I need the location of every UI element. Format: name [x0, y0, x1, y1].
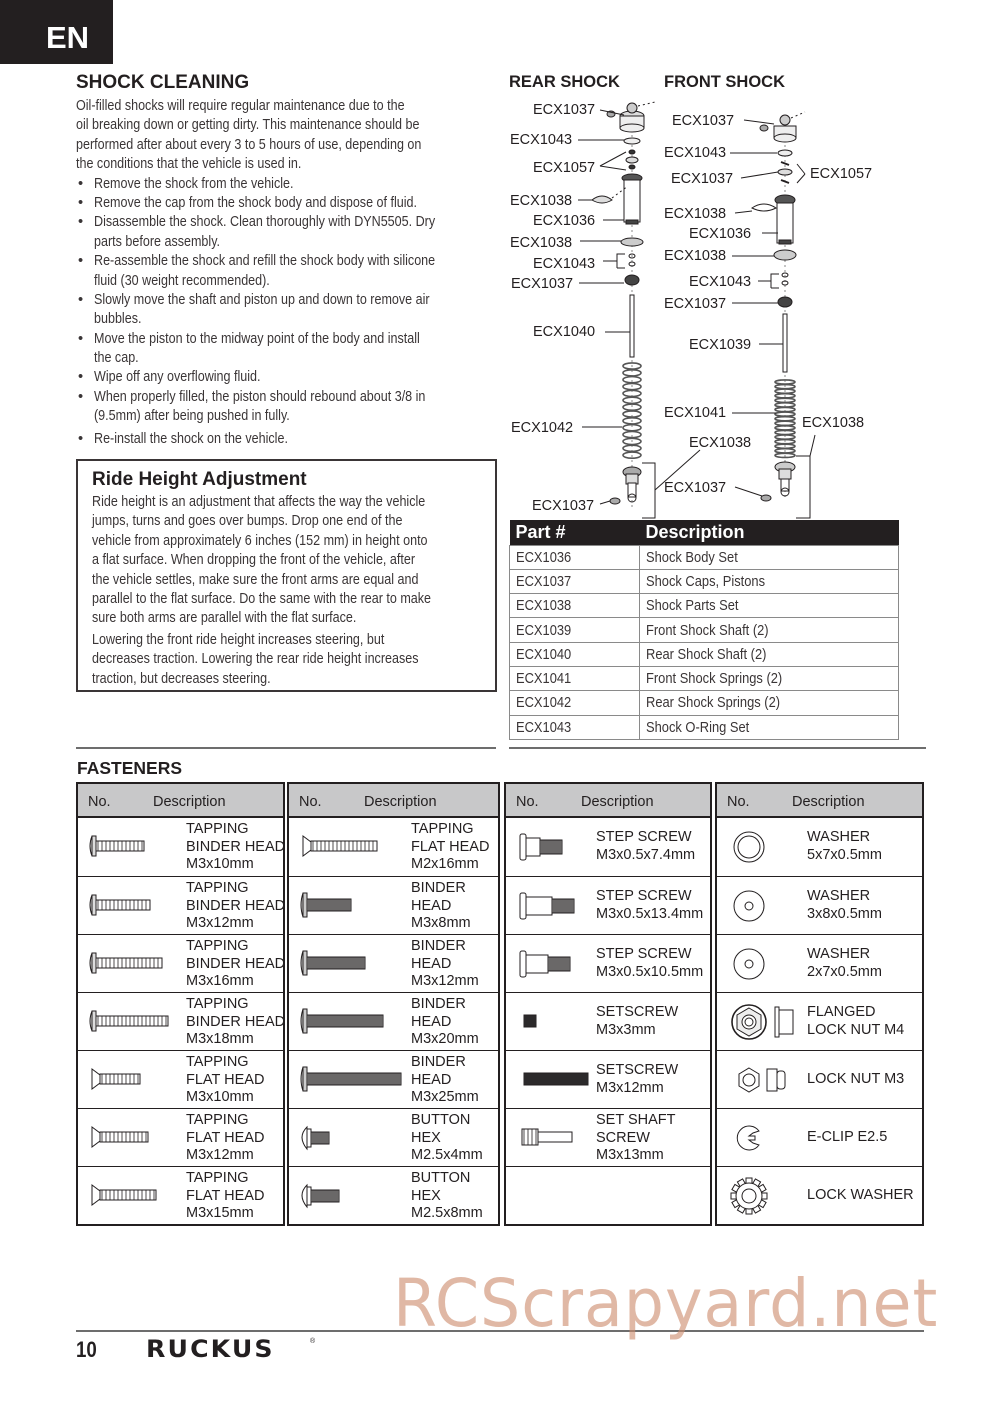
fastener-description	[807, 946, 882, 981]
fastener-row	[717, 818, 922, 876]
description-line: LOCK NUT M3	[807, 1071, 905, 1087]
description-line: BUTTON	[411, 1170, 471, 1186]
rear-label-end: ECX1037	[532, 498, 595, 514]
description-line: M3x0.5x13.4mm	[596, 905, 704, 922]
table-row	[510, 618, 899, 642]
front-label-shaft: ECX1039	[689, 337, 752, 353]
front-label-1057: ECX1057	[810, 166, 873, 182]
fastener-description	[186, 821, 285, 874]
spring-coil	[775, 426, 795, 430]
description-line: HEAD	[411, 1013, 452, 1030]
button-hex-screw-icon	[297, 1171, 407, 1226]
description-line: M3x18mm	[186, 1031, 254, 1047]
fastener-row	[78, 1050, 283, 1108]
description-line: BINDER	[411, 1054, 466, 1070]
description-cell: Shock O-Ring Set	[640, 715, 899, 739]
description-line: FLANGED	[807, 1004, 876, 1020]
fastener-description	[411, 1170, 483, 1223]
description-line: M3x12mm	[411, 973, 479, 989]
description-line: TAPPING	[186, 821, 249, 837]
description-line: M3x15mm	[186, 1205, 254, 1221]
ride-height-line	[92, 650, 495, 669]
ride-height-paragraph-2	[92, 631, 495, 689]
button-hex-screw-icon	[297, 1113, 407, 1168]
header-description: Description	[581, 794, 654, 810]
intro-line	[76, 136, 496, 155]
description-line: M3x3mm	[596, 1021, 656, 1038]
fastener-row	[717, 1050, 922, 1108]
fastener-row	[289, 876, 498, 934]
fasteners-table	[504, 782, 712, 1226]
step-text: Remove the cap from the shock body and dispose of fluid.	[94, 194, 418, 211]
description-line: SET SHAFT	[596, 1112, 676, 1128]
description-line: BINDER	[411, 938, 466, 954]
bullet-icon: •	[78, 214, 84, 231]
fastener-description	[186, 1170, 264, 1223]
ride-height-line	[92, 609, 495, 628]
fastener-description	[807, 1129, 887, 1147]
fastener-description	[186, 1054, 264, 1107]
front-label-cap: ECX1037	[672, 113, 735, 129]
binder-head-screw-icon	[297, 881, 407, 936]
fastener-row	[717, 934, 922, 992]
rear-shock-drawing	[592, 102, 655, 518]
ride-height-text: Ride height is an adjustment that affects the way the vehicle	[92, 494, 426, 510]
fasteners-table	[76, 782, 285, 1226]
description-line: BINDER HEAD	[186, 838, 286, 855]
ride-height-line	[92, 571, 495, 590]
step-item	[76, 213, 496, 232]
table-row	[510, 594, 899, 618]
step-text: Wipe off any overflowing fluid.	[94, 369, 261, 386]
description-line: M3x25mm	[411, 1089, 479, 1105]
bullet-icon: •	[78, 430, 84, 447]
description-line: E-CLIP E2.5	[807, 1129, 888, 1145]
fasteners-table	[287, 782, 500, 1226]
fastener-row	[506, 934, 710, 992]
fastener-row	[717, 1166, 922, 1224]
fastener-description	[596, 829, 695, 864]
description-line: M3x0.5x7.4mm	[596, 846, 696, 863]
description-line: BINDER HEAD	[186, 955, 286, 972]
step-text: bubbles.	[94, 311, 142, 328]
shock-cleaning-intro	[76, 97, 496, 175]
description-line: BINDER HEAD	[186, 1013, 286, 1030]
step-item	[76, 368, 496, 387]
fastener-row	[78, 876, 286, 934]
fasteners-title: FASTENERS	[77, 758, 183, 778]
rear-label-cap: ECX1037	[533, 102, 596, 118]
description-line: SETSCREW	[596, 1062, 679, 1078]
fastener-description	[596, 1062, 678, 1097]
fastener-description	[411, 938, 479, 991]
description-cell: Front Shock Springs (2)	[640, 666, 899, 690]
shock-cleaning-body	[76, 97, 496, 449]
bullet-icon: •	[78, 194, 84, 211]
ride-height-line	[92, 532, 495, 551]
table-row	[510, 545, 899, 569]
spring-coil	[775, 412, 795, 416]
ride-height-text: the vehicle settles, make sure the front arms are equal and	[92, 571, 419, 588]
description-line: WASHER	[807, 888, 871, 904]
step-text: Move the piston to the midway point of the body and install	[94, 330, 420, 347]
page-number: 10	[76, 1337, 97, 1362]
ride-height-line	[92, 551, 495, 570]
description-line: TAPPING	[186, 1054, 249, 1070]
fastener-row	[289, 1166, 498, 1224]
binder-head-screw-icon	[297, 1055, 407, 1110]
parts-table-header	[510, 520, 899, 545]
fasteners-table	[715, 782, 924, 1226]
ride-height-text: decreases traction. Lowering the rear ride height increases	[92, 651, 419, 668]
rear-label-1038-clip: ECX1038	[510, 193, 573, 209]
divider	[509, 747, 926, 749]
fastener-description	[411, 821, 489, 874]
fastener-description	[186, 996, 285, 1049]
fastener-row	[506, 1050, 710, 1108]
rear-label-body: ECX1036	[533, 213, 596, 229]
front-label-1038-collar: ECX1038	[664, 248, 727, 264]
table-row	[510, 642, 899, 666]
front-shock-title: FRONT SHOCK	[664, 73, 785, 91]
front-label-end: ECX1037	[664, 480, 727, 496]
shock-cleaning-steps	[76, 175, 496, 449]
step-item	[76, 388, 496, 407]
step-item	[76, 233, 496, 252]
fastener-row	[717, 1108, 922, 1166]
bullet-icon: •	[78, 330, 84, 347]
table-row	[510, 715, 899, 739]
front-label-body: ECX1036	[689, 226, 752, 242]
header-no: No.	[88, 794, 111, 810]
description-line: TAPPING	[186, 1170, 249, 1186]
intro-line	[76, 155, 496, 174]
description-cell: Shock Parts Set	[640, 594, 899, 618]
step-text: fluid (30 weight recommended).	[94, 272, 270, 289]
part-number-cell: ECX1037	[510, 569, 640, 593]
fastener-description	[411, 996, 479, 1049]
description-line: TAPPING	[186, 938, 249, 954]
fastener-description	[596, 888, 703, 923]
front-label-spring: ECX1041	[664, 405, 727, 421]
description-line: M3x20mm	[411, 1031, 479, 1047]
language-tab	[0, 0, 113, 64]
description-line: HEX	[411, 1187, 441, 1204]
description-line: 3x8x0.5mm	[807, 905, 882, 922]
registered-mark-icon: ®	[310, 1338, 316, 1345]
header-no: No.	[516, 794, 539, 810]
fastener-row	[506, 1166, 710, 1224]
table-row	[510, 569, 899, 593]
rear-label-oring-bottom: ECX1043	[533, 256, 596, 272]
intro-line	[76, 97, 496, 116]
fastener-row	[717, 992, 922, 1050]
fastener-description	[596, 946, 703, 981]
step-text: Remove the shock from the vehicle.	[94, 175, 294, 192]
bullet-icon: •	[78, 388, 84, 405]
fastener-row	[289, 1050, 498, 1108]
step-item	[76, 430, 496, 449]
fastener-description	[807, 829, 882, 864]
part-number-cell: ECX1041	[510, 666, 640, 690]
watermark: RCScrapyard.net	[393, 1265, 939, 1342]
ride-height-text: Lowering the front ride height increases steering, but	[92, 631, 385, 648]
ride-height-line	[92, 670, 495, 689]
fastener-row	[289, 1108, 498, 1166]
spring-coil	[775, 421, 795, 425]
intro-text: Oil-filled shocks will require regular maintenance due to the	[76, 98, 405, 114]
description-cell: Rear Shock Shaft (2)	[640, 642, 899, 666]
divider	[76, 747, 496, 749]
fastener-row	[506, 876, 710, 934]
step-item	[76, 194, 496, 213]
tapping-flat-screw-icon	[86, 1171, 196, 1226]
shock-cleaning-title: SHOCK CLEANING	[76, 72, 250, 93]
rear-label-1057: ECX1057	[533, 160, 596, 176]
spring-coil	[623, 404, 641, 410]
description-line: STEP SCREW	[596, 829, 692, 845]
rear-label-shaft: ECX1040	[533, 324, 596, 340]
fastener-row	[78, 992, 286, 1050]
front-label-1038-clip: ECX1038	[664, 206, 727, 222]
fastener-row	[78, 1166, 283, 1224]
description-line: TAPPING	[186, 1112, 249, 1128]
ruckus-logo: RUCKUS	[146, 1335, 275, 1363]
fastener-row	[506, 992, 710, 1050]
ride-height-paragraph-1	[92, 493, 495, 629]
description-line: FLAT HEAD	[186, 1071, 265, 1088]
header-part-number: Part #	[510, 520, 640, 545]
ride-height-title: Ride Height Adjustment	[92, 469, 307, 490]
rear-label-piston: ECX1037	[511, 276, 574, 292]
tapping-binder-screw-icon	[86, 939, 196, 994]
description-line: M2x16mm	[411, 856, 479, 872]
language-label: EN	[46, 20, 90, 55]
fastener-description	[411, 880, 471, 933]
step-text: Re-install the shock on the vehicle.	[94, 430, 288, 447]
description-cell: Shock Body Set	[640, 545, 899, 569]
tapping-flat-screw-icon	[86, 1113, 196, 1168]
rear-label-spring: ECX1042	[511, 420, 574, 436]
description-line: M3x10mm	[186, 856, 254, 872]
bullet-icon: •	[78, 369, 84, 386]
fastener-description	[186, 938, 285, 991]
tapping-flat-screw-icon	[86, 1055, 196, 1110]
step-item	[76, 291, 496, 310]
fastener-row	[506, 1108, 710, 1166]
description-line: M3x0.5x10.5mm	[596, 963, 704, 980]
description-line: FLAT HEAD	[186, 1129, 265, 1146]
description-line: TAPPING	[186, 996, 249, 1012]
step-item	[76, 175, 496, 194]
description-line: LOCK NUT M4	[807, 1021, 905, 1038]
part-number-cell: ECX1039	[510, 618, 640, 642]
step-text: Re-assemble the shock and refill the shock body with silicone	[94, 253, 436, 270]
tapping-binder-screw-icon	[86, 997, 196, 1052]
rear-label-oring-top: ECX1043	[510, 132, 573, 148]
fastener-description	[807, 1187, 914, 1205]
bullet-icon: •	[78, 291, 84, 308]
description-line: 2x7x0.5mm	[807, 963, 882, 980]
table-row	[510, 666, 899, 690]
description-line: HEAD	[411, 1071, 452, 1088]
tapping-binder-screw-icon	[86, 822, 196, 877]
description-cell: Shock Caps, Pistons	[640, 569, 899, 593]
ride-height-line	[92, 512, 495, 531]
step-text: Disassemble the shock. Clean thoroughly with DYN5505. Dry	[94, 214, 436, 231]
step-item	[76, 272, 496, 291]
rear-shock-title: REAR SHOCK	[509, 73, 620, 91]
description-line: SETSCREW	[596, 1004, 679, 1020]
step-item	[76, 252, 496, 271]
front-label-oring-top: ECX1043	[664, 145, 727, 161]
description-line: BINDER	[411, 996, 466, 1012]
part-number-cell: ECX1040	[510, 642, 640, 666]
rear-label-1038-collar: ECX1038	[510, 235, 573, 251]
description-line: M3x12mm	[186, 915, 254, 931]
description-line: WASHER	[807, 946, 871, 962]
description-line: STEP SCREW	[596, 888, 692, 904]
front-label-1037-mid: ECX1037	[671, 171, 734, 187]
description-line: STEP SCREW	[596, 946, 692, 962]
ride-height-line	[92, 493, 495, 512]
binder-head-screw-icon	[297, 997, 407, 1052]
bullet-icon: •	[78, 253, 84, 270]
fasteners-table-header	[289, 784, 498, 818]
tapping-flat-screw-icon	[297, 822, 407, 877]
front-label-oring-bottom: ECX1043	[689, 274, 752, 290]
description-line: M2.5x4mm	[411, 1147, 483, 1163]
ride-height-text: traction, but decreases steering.	[92, 670, 271, 687]
description-line: M2.5x8mm	[411, 1205, 483, 1221]
description-cell: Rear Shock Springs (2)	[640, 691, 899, 715]
description-line: M3x10mm	[186, 1089, 254, 1105]
front-shock-drawing	[752, 112, 810, 518]
header-no: No.	[727, 794, 750, 810]
description-line: LOCK WASHER	[807, 1187, 914, 1203]
step-item	[76, 349, 496, 368]
intro-text: oil breaking down or getting dirty. This maintenance should be	[76, 117, 420, 134]
fasteners-table-header	[717, 784, 922, 818]
part-number-cell: ECX1043	[510, 715, 640, 739]
shock-parts-table	[509, 520, 899, 740]
step-text: (9.5mm) after being pushed in fully.	[94, 408, 290, 425]
fastener-row	[717, 876, 922, 934]
description-line: HEAD	[411, 897, 452, 914]
header-description: Description	[792, 794, 865, 810]
description-cell: Front Shock Shaft (2)	[640, 618, 899, 642]
description-line: FLAT HEAD	[411, 838, 490, 855]
description-line: M3x13mm	[596, 1147, 664, 1163]
intro-line	[76, 116, 496, 135]
step-item	[76, 407, 496, 426]
spring-coil	[775, 435, 795, 439]
front-label-1038-end: ECX1038	[802, 415, 865, 431]
part-number-cell: ECX1036	[510, 545, 640, 569]
fastener-row	[78, 1108, 283, 1166]
fasteners-table-header	[78, 784, 283, 818]
spring-coil	[775, 417, 795, 421]
tapping-binder-screw-icon	[86, 881, 196, 936]
front-label-piston: ECX1037	[664, 296, 727, 312]
header-no: No.	[299, 794, 322, 810]
description-line: BUTTON	[411, 1112, 471, 1128]
fastener-description	[596, 1112, 676, 1165]
fastener-row	[506, 818, 710, 876]
fastener-description	[186, 1112, 264, 1165]
intro-text: the conditions that the vehicle is used in.	[76, 156, 302, 173]
bullet-icon: •	[78, 175, 84, 192]
description-line: M3x12mm	[186, 1147, 254, 1163]
spring-coil	[775, 430, 795, 434]
ride-height-line	[92, 590, 495, 609]
ride-height-text: sure both arms are parallel with the flat surface.	[92, 610, 357, 627]
rear-label-1038-end: ECX1038	[689, 435, 752, 451]
step-item	[76, 330, 496, 349]
ride-height-text: vehicle from approximately 6 inches (152 mm) in height onto	[92, 532, 428, 549]
description-line: SCREW	[596, 1129, 650, 1146]
spring-coil	[775, 407, 795, 411]
description-line: M3x16mm	[186, 973, 254, 989]
description-line: HEX	[411, 1129, 441, 1146]
ride-height-text: jumps, turns and goes over bumps. Drop one end of the	[92, 513, 403, 530]
fastener-row	[78, 818, 286, 876]
step-text: Slowly move the shaft and piston up and down to remove air	[94, 291, 430, 308]
binder-head-screw-icon	[297, 939, 407, 994]
part-number-cell: ECX1042	[510, 691, 640, 715]
description-line: M3x12mm	[596, 1079, 664, 1096]
description-line: BINDER HEAD	[186, 897, 286, 914]
fastener-description	[807, 888, 882, 923]
intro-text: performed after about every 3 to 5 hours of use, depending on	[76, 136, 422, 153]
table-row	[510, 691, 899, 715]
step-item	[76, 310, 496, 329]
fastener-description	[186, 880, 285, 933]
fasteners-table-header	[506, 784, 710, 818]
spring-coil	[775, 403, 795, 407]
description-line: TAPPING	[186, 880, 249, 896]
fastener-row	[289, 818, 498, 876]
description-line: HEAD	[411, 955, 452, 972]
part-number-cell: ECX1038	[510, 594, 640, 618]
header-description: Description	[640, 520, 899, 545]
fastener-description	[411, 1054, 479, 1107]
fastener-description	[807, 1071, 904, 1089]
description-line: M3x8mm	[411, 915, 471, 931]
header-description: Description	[364, 794, 437, 810]
step-text: the cap.	[94, 350, 139, 367]
fastener-row	[78, 934, 286, 992]
fastener-row	[289, 992, 498, 1050]
fastener-description	[596, 1004, 678, 1039]
fastener-description	[411, 1112, 483, 1165]
description-line: FLAT HEAD	[186, 1187, 265, 1204]
step-text: parts before assembly.	[94, 233, 221, 250]
ride-height-text: a flat surface. When dropping the front of the vehicle, after	[92, 552, 416, 569]
description-line: TAPPING	[411, 821, 474, 837]
ride-height-line	[92, 631, 495, 650]
header-description: Description	[153, 794, 226, 810]
description-line: WASHER	[807, 829, 871, 845]
description-line: BINDER	[411, 880, 466, 896]
ride-height-text: parallel to the flat surface. Do the same with the rear to make	[92, 590, 432, 607]
step-text: When properly filled, the piston should rebound about 3/8 in	[94, 388, 426, 405]
description-line: 5x7x0.5mm	[807, 846, 882, 863]
fastener-description	[807, 1004, 904, 1039]
ride-height-box	[76, 459, 497, 692]
fastener-row	[289, 934, 498, 992]
